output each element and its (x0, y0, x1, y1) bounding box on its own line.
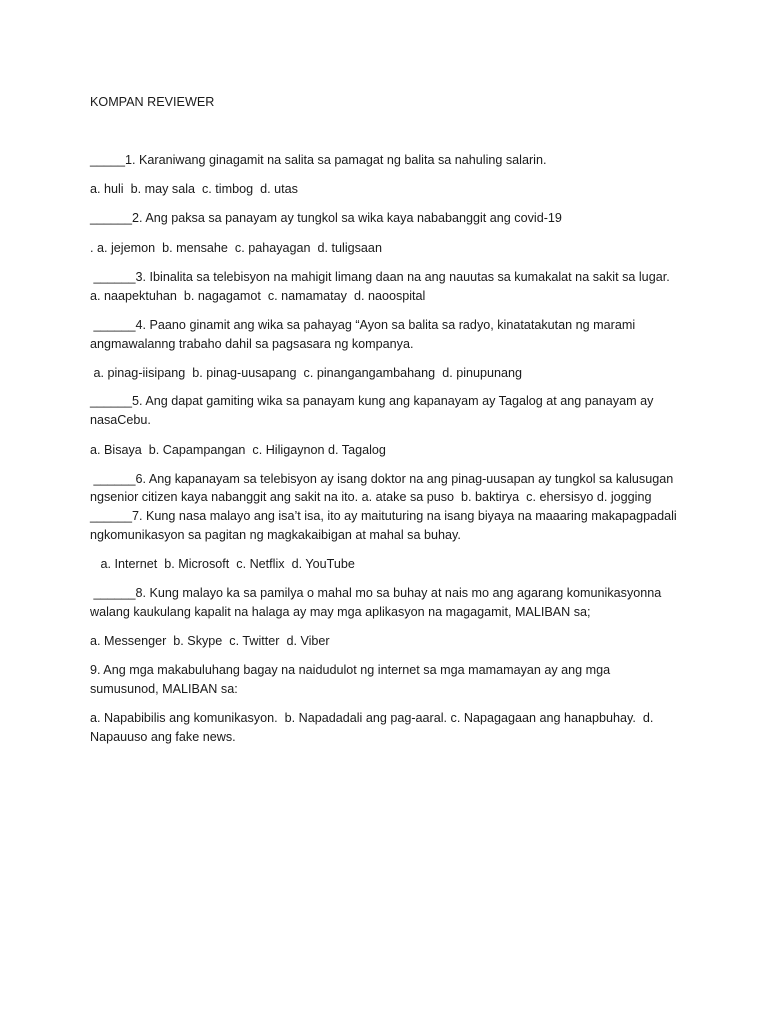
question-7-text-line-1: ______7. Kung nasa malayo ang isa’t isa, ito ay maituturing na isang biyaya na maaaring makapagpadali (90, 509, 677, 523)
question-4-text-line-1: ______4. Paano ginamit ang wika sa pahayag “Ayon sa balita sa radyo, kinatatakutan ng marami (90, 318, 636, 332)
document-title: KOMPAN REVIEWER (90, 95, 215, 109)
question-5-choices: a. Bisaya b. Capampangan c. Hiligaynon d. Tagalog (90, 443, 386, 457)
question-5-text-line-2: nasaCebu. (90, 413, 151, 427)
question-2-text: ______2. Ang paksa sa panayam ay tungkol sa wika kaya nababanggit ang covid-19 (90, 211, 562, 225)
question-7-text-line-2: ngkomunikasyon sa pagitan ng magkakaibigan at mahal sa buhay. (90, 528, 461, 542)
question-7-choices: a. Internet b. Microsoft c. Netflix d. YouTube (90, 557, 355, 571)
question-8-choices: a. Messenger b. Skype c. Twitter d. Viber (90, 634, 330, 648)
question-4-choices: a. pinag-iisipang b. pinag-uusapang c. pinangangambahang d. pinupunang (90, 366, 523, 380)
question-9-text-line-2: sumusunod, MALIBAN sa: (90, 682, 238, 696)
question-3-text: ______3. Ibinalita sa telebisyon na mahigit limang daan na ang nauutas sa kumakalat na sakit sa lugar. (90, 270, 670, 284)
question-9-choices-line-2: Napauuso ang fake news. (90, 730, 236, 744)
question-6-text-line-1: ______6. Ang kapanayam sa telebisyon ay isang doktor na ang pinag-uusapan ay tungkol sa kalusugan (90, 472, 674, 486)
question-5-text-line-1: ______5. Ang dapat gamiting wika sa panayam kung ang kapanayam ay Tagalog at ang panayam ay (90, 394, 654, 408)
question-8-text-line-1: ______8. Kung malayo ka sa pamilya o mahal mo sa buhay at nais mo ang agarang komunikasyonna (90, 586, 662, 600)
question-1-choices: a. huli b. may sala c. timbog d. utas (90, 182, 298, 196)
question-6-text-line-2: ngsenior citizen kaya nabanggit ang sakit na ito. a. atake sa puso b. baktirya c. ehersisyo d. jogging (90, 490, 652, 504)
question-4-text-line-2: angmawalanng trabaho dahil sa pagsasara ng kompanya. (90, 337, 414, 351)
question-3-choices: a. naapektuhan b. nagagamot c. namamatay d. naoospital (90, 289, 426, 303)
question-9-choices-line-1: a. Napabibilis ang komunikasyon. b. Napadadali ang pag-aaral. c. Napagagaan ang hanapbuhay. d. (90, 711, 654, 725)
question-2-choices: . a. jejemon b. mensahe c. pahayagan d. tuligsaan (90, 241, 382, 255)
question-9-text-line-1: 9. Ang mga makabuluhang bagay na naidudulot ng internet sa mga mamamayan ay ang mga (90, 663, 611, 677)
question-8-text-line-2: walang kaukulang kapalit na halaga ay may mga aplikasyon na magagamit, MALIBAN sa; (90, 605, 591, 619)
question-1-text: _____1. Karaniwang ginagamit na salita sa pamagat ng balita sa nahuling salarin. (90, 153, 547, 167)
